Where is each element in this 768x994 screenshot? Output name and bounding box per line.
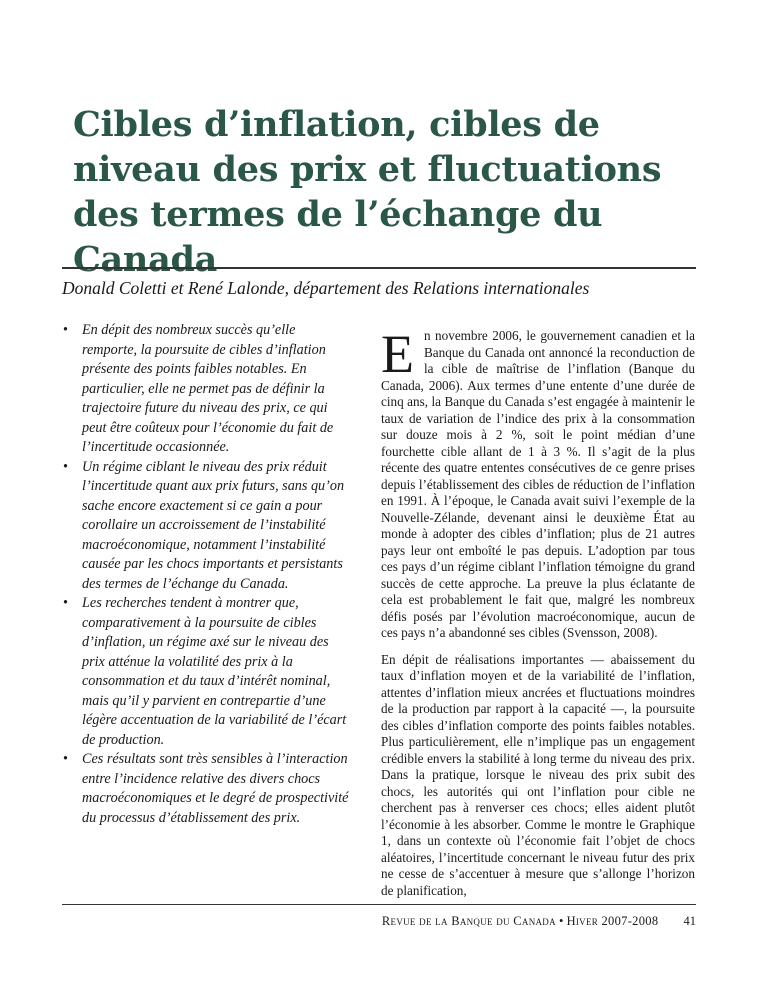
summary-bullet — [62, 321, 352, 458]
drop-cap: E — [381, 324, 414, 384]
issue-label: Hiver 2007-2008 — [566, 914, 659, 928]
footer-divider — [62, 904, 696, 905]
page-number: 41 — [683, 914, 696, 928]
summary-bullet-text: Un régime ciblant le niveau des prix réduit l’incertitude quant aux prix futurs, sans qu’on sache encore exactement si ce gain a pour corollaire un accroissement de l’instabilité macroéconomique, notamment l’instabilité causée par les chocs importants et persistants des termes de l’échange du Canada. — [82, 458, 345, 592]
page-footer — [382, 914, 696, 929]
article-authors: Donald Coletti et René Lalonde, département des Relations internationales — [62, 278, 590, 298]
footer-separator: • — [559, 914, 564, 928]
summary-bullet-text: Les recherches tendent à montrer que, comparativement à la poursuite de cibles d’inflation, un régime axé sur le niveau des prix atténue la volatilité des prix à la consommation et du taux d’intérêt nominal, mais qu’il y parvient en contrepartie d’une légère accentuation de la variabilité de l’écart de production. — [82, 595, 347, 748]
bullet-dot: • — [63, 322, 68, 338]
bullet-dot: • — [63, 458, 68, 475]
article-title: Cibles d’inflation, cibles de niveau des prix et fluctuations des termes de l’échange du Canada — [73, 104, 662, 280]
journal-name: Revue de la Banque du Canada — [381, 914, 556, 928]
summary-bullet — [62, 458, 352, 595]
summary-bullet — [62, 594, 352, 750]
summary-bullet-text: En dépit des nombreux succès qu’elle remporte, la poursuite de cibles d’inflation présente des points faibles notables. En particulier, elle ne permet pas de définir la trajectoire future du niveau des prix, ce qui peut être coûteux pour l’économie du fait de l’incertitude occasionnée. — [82, 322, 334, 455]
title-divider — [62, 267, 696, 269]
bullet-dot: • — [63, 751, 68, 767]
body-text-column — [381, 324, 695, 909]
body-paragraph-text: n novembre 2006, le gouvernement canadien et la Banque du Canada ont annoncé la reconduction de la cible de maîtrise de l’inflation (Banque du Canada, 2006). Aux termes d’une entente d’une durée de cinq ans, la Banque du Canada s’est engagée à maintenir le taux de variation de l’indice des prix à la consommation sur douze mois à 2 %, soit le point médian d’une fourchette cible allant de 1 à 3 %. Il s’agit de la plus récente des quatre ententes consécutives de ce genre prises depuis l’établissement des cibles de réduction de l’inflation en 1991. À l’époque, le Canada avait suivi l’exemple de la Nouvelle-Zélande, devenant ainsi le deuxième État au monde à adopter des cibles d’inflation; plus de 21 autres pays leur ont emboîté le pas depuis. L’adoption par tous ces pays d’un régime ciblant l’inflation témoigne du grand succès de cette approche. La preuve la plus éclatante de cela est probablement le fait que, malgré les nombreux défis posés par l’évolution macroéconomique, aucun de ces pays n’a abandonné ses cibles (Svensson, 2008). — [381, 328, 695, 640]
summary-bullet-list — [62, 321, 352, 828]
bullet-dot: • — [63, 595, 68, 611]
body-paragraph: En dépit de réalisations importantes — abaissement du taux d’inflation moyen et de la variabilité de l’inflation, attentes d’inflation mieux ancrées et fluctuations moindres de la production par rapport à la capacité —, la poursuite des cibles d’inflation comporte des points faibles notables. Plus particulièrement, elle n’implique pas un engagement crédible envers la stabilité à long terme du niveau des prix. Dans la pratique, lorsque le niveau des prix subit des chocs, les autorités qui ont l’inflation pour cible ne cherchent pas à renverser ces chocs; elles aident plutôt l’économie à les absorber. Comme le montre le Graphique 1, dans un contexte où l’économie fait l’objet de chocs aléatoires, l’incertitude concernant le niveau futur des prix ne cesse de s’accentuer à mesure que s’allonge l’horizon de planification, — [381, 651, 695, 898]
summary-bullet-text: Ces résultats sont très sensibles à l’interaction entre l’incidence relative des divers chocs macroéconomiques et le degré de prospectivité du processus d’établissement des prix. — [82, 751, 349, 826]
body-paragraph — [381, 324, 695, 642]
summary-bullet — [62, 750, 352, 828]
